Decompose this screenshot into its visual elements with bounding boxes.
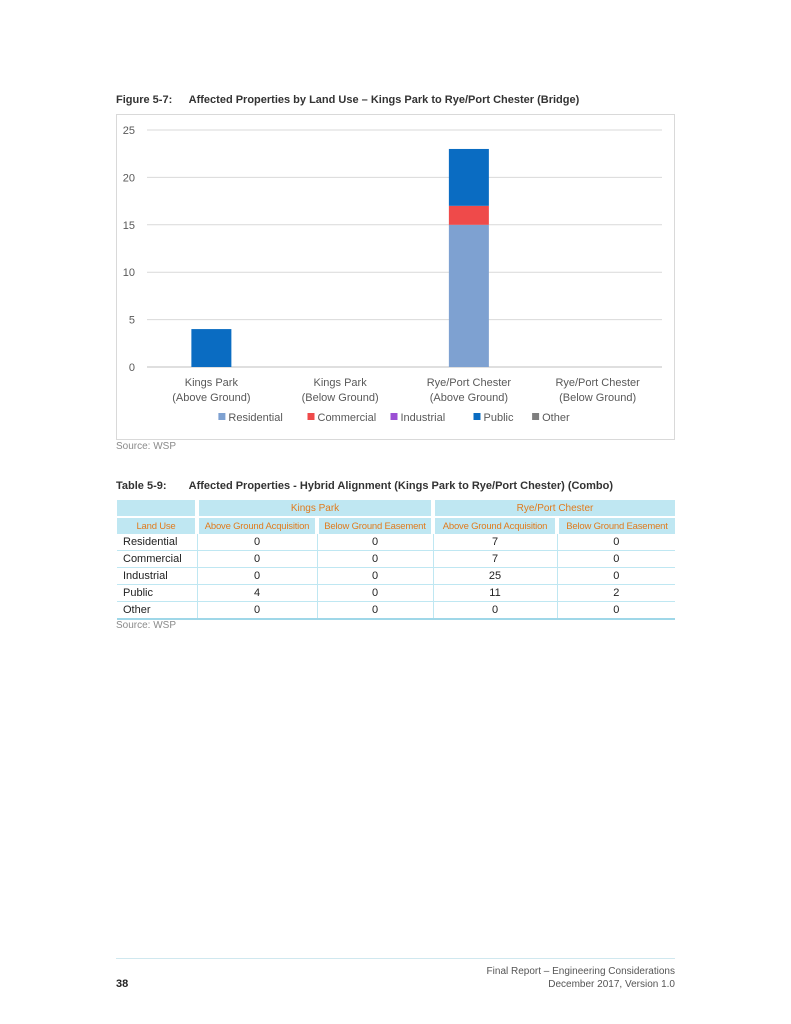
- y-tick-label: 15: [122, 219, 135, 232]
- table-cell: 0: [317, 585, 433, 602]
- footer-text: [487, 965, 675, 991]
- x-tick-label: Rye/Port Chester: [555, 377, 640, 389]
- row-label: Commercial: [117, 551, 197, 568]
- bar-segment-public: [449, 149, 489, 206]
- figure-number: Figure 5-7:: [116, 94, 173, 106]
- x-tick-label: Kings Park: [184, 377, 238, 389]
- table-cell: 0: [197, 551, 317, 568]
- row-label: Other: [117, 602, 197, 620]
- row-label: Residential: [117, 534, 197, 551]
- footer-version: December 2017, Version 1.0: [548, 979, 675, 990]
- table-cell: 0: [557, 534, 675, 551]
- col-header-land-use: Land Use: [117, 517, 197, 534]
- row-label: Public: [117, 585, 197, 602]
- legend-swatch-public: [474, 413, 481, 420]
- table-cell: 0: [317, 568, 433, 585]
- table-cell: 7: [433, 534, 557, 551]
- y-tick-label: 25: [122, 125, 135, 137]
- x-tick-label: Kings Park: [313, 377, 367, 389]
- y-tick-label: 0: [128, 362, 135, 374]
- bar-segment-commercial: [449, 206, 489, 225]
- figure-caption: [116, 94, 579, 106]
- col-header-kp-below: Below Ground Easement: [317, 517, 433, 534]
- col-header-rpc-below: Below Ground Easement: [557, 517, 675, 534]
- legend-swatch-industrial: [391, 413, 398, 420]
- table-cell: 0: [557, 602, 675, 620]
- affected-properties-table: [117, 500, 675, 620]
- x-tick-label: (Above Ground): [429, 392, 509, 404]
- table-caption: [116, 480, 613, 492]
- col-header-rpc-above: Above Ground Acquisition: [433, 517, 557, 534]
- table-cell: 0: [317, 534, 433, 551]
- x-tick-label: (Below Ground): [301, 392, 379, 404]
- page-number: 38: [116, 978, 129, 990]
- x-tick-label: Rye/Port Chester: [426, 377, 512, 389]
- table-cell: 0: [317, 551, 433, 568]
- table-cell: 0: [433, 602, 557, 620]
- col-header-kp-above: Above Ground Acquisition: [197, 517, 317, 534]
- table-cell: 11: [433, 585, 557, 602]
- table-row: [117, 585, 675, 602]
- table-cell: 0: [197, 602, 317, 620]
- footer-report-title: Final Report – Engineering Considerations: [486, 966, 675, 977]
- y-tick-label: 10: [122, 267, 135, 280]
- legend-swatch-other: [532, 413, 539, 420]
- chart-container: [116, 114, 675, 440]
- legend-swatch-residential: [218, 413, 225, 420]
- table-row: [117, 568, 675, 585]
- stacked-bar-chart: [117, 115, 674, 439]
- table-cell: 4: [197, 585, 317, 602]
- group-header-blank: [117, 500, 197, 517]
- table-cell: 0: [317, 602, 433, 620]
- table-row: [117, 602, 675, 620]
- legend-label: Industrial: [400, 412, 446, 424]
- legend-label: Public: [483, 412, 514, 424]
- table-cell: 7: [433, 551, 557, 568]
- table-row: [117, 534, 675, 551]
- legend-swatch-commercial: [308, 413, 315, 420]
- x-tick-label: (Above Ground): [172, 392, 251, 404]
- legend-label: Other: [542, 412, 570, 424]
- table-source: Source: WSP: [116, 620, 177, 631]
- group-header-rye-port-chester: Rye/Port Chester: [433, 500, 675, 517]
- table-number: Table 5-9:: [116, 480, 167, 492]
- footer-divider: [116, 958, 675, 959]
- figure-title: Affected Properties by Land Use – Kings Park to Rye/Port Chester (Bridge): [188, 94, 580, 106]
- legend-label: Residential: [228, 412, 283, 424]
- group-header-row: [117, 500, 675, 517]
- column-header-row: [117, 517, 675, 534]
- legend-label: Commercial: [317, 412, 377, 424]
- group-header-kings-park: Kings Park: [197, 500, 433, 517]
- table-cell: 0: [197, 568, 317, 585]
- table-row: [117, 551, 675, 568]
- y-tick-label: 20: [122, 172, 135, 185]
- y-tick-label: 5: [128, 314, 135, 327]
- bar-segment-public: [191, 329, 231, 367]
- table-cell: 0: [557, 568, 675, 585]
- table-cell: 0: [197, 534, 317, 551]
- row-label: Industrial: [117, 568, 197, 585]
- table-cell: 2: [557, 585, 675, 602]
- bar-segment-residential: [449, 225, 489, 367]
- table-cell: 25: [433, 568, 557, 585]
- figure-source: Source: WSP: [116, 441, 177, 452]
- table-cell: 0: [557, 551, 675, 568]
- x-tick-label: (Below Ground): [559, 392, 637, 404]
- table-title: Affected Properties - Hybrid Alignment (Kings Park to Rye/Port Chester) (Combo): [188, 480, 614, 492]
